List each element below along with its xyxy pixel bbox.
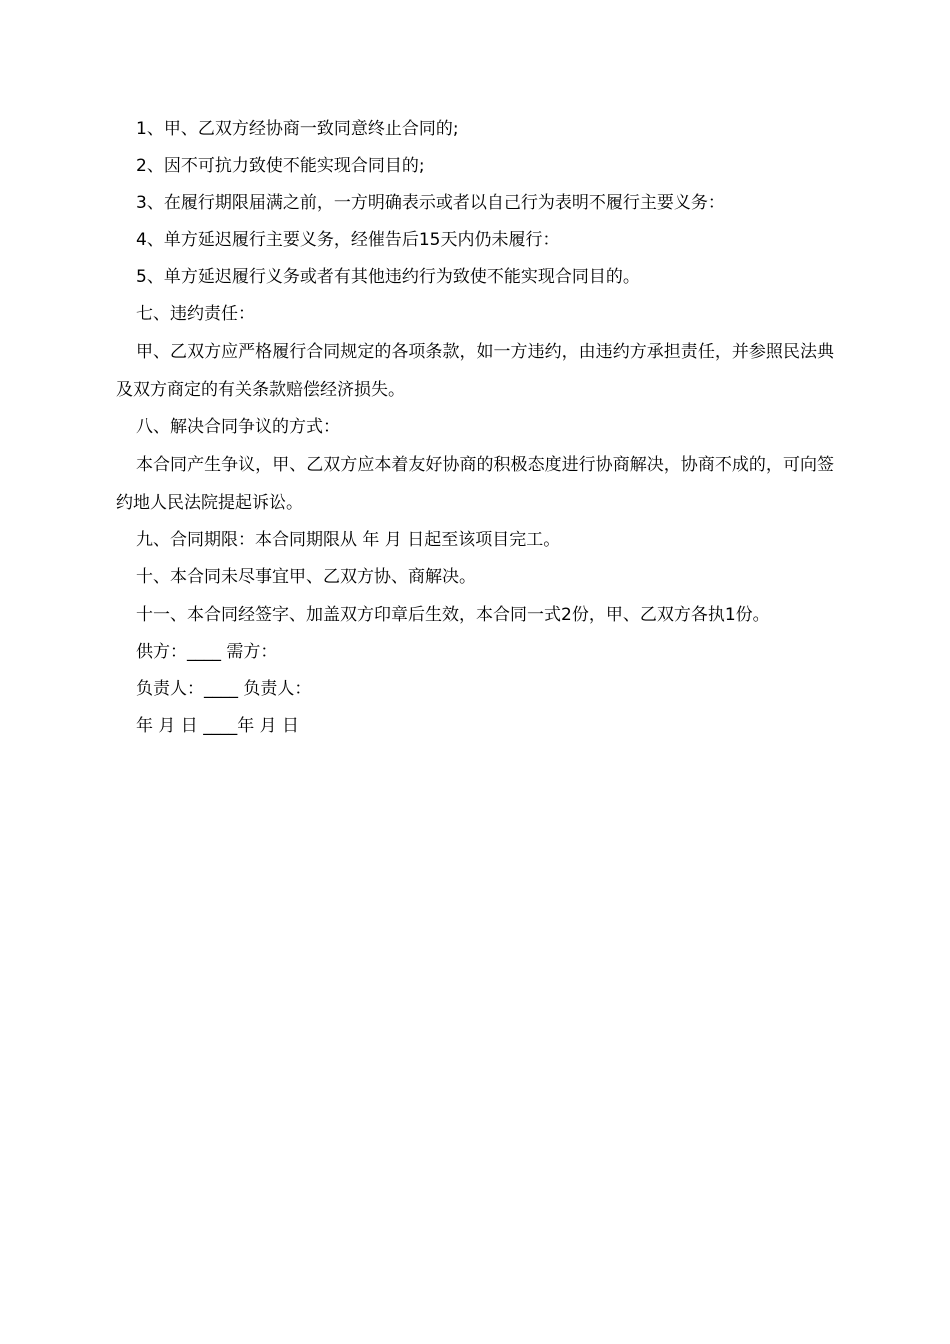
section-heading-breach-liability: 七、违约责任：	[136, 304, 255, 324]
clause-line-3: 3、在履行期限届满之前，一方明确表示或者以自己行为表明不履行主要义务：	[136, 193, 725, 213]
clause-line-1: 1、甲、乙双方经协商一致同意终止合同的;	[136, 119, 459, 139]
signature-parties-line: 供方：____ 需方：	[136, 642, 278, 662]
section-heading-dispute-resolution: 八、解决合同争议的方式：	[136, 417, 340, 437]
contract-term-line: 九、合同期限：本合同期限从 年 月 日起至该项目完工。	[136, 530, 561, 550]
dispute-resolution-paragraph: 本合同产生争议，甲、乙双方应本着友好协商的积极态度进行协商解决，协商不成的，可向签约地人民法院提起诉讼。	[116, 455, 834, 513]
clause-line-2: 2、因不可抗力致使不能实现合同目的;	[136, 156, 425, 176]
unresolved-matters-line: 十、本合同未尽事宜甲、乙双方协、商解决。	[136, 567, 476, 587]
document-body	[116, 120, 834, 754]
breach-liability-paragraph: 甲、乙双方应严格履行合同规定的各项条款，如一方违约，由违约方承担责任，并参照民法典及双方商定的有关条款赔偿经济损失。	[116, 342, 834, 400]
signature-date-line: 年 月 日 ____年 月 日	[136, 716, 300, 736]
clause-line-5: 5、单方延迟履行义务或者有其他违约行为致使不能实现合同目的。	[136, 267, 640, 287]
clause-line-4: 4、单方延迟履行主要义务，经催告后15天内仍未履行：	[136, 230, 560, 250]
signature-responsible-line: 负责人：____ 负责人：	[136, 679, 312, 699]
effectiveness-paragraph: 十一、本合同经签字、加盖双方印章后生效，本合同一式2份，甲、乙双方各执1份。	[136, 605, 770, 625]
